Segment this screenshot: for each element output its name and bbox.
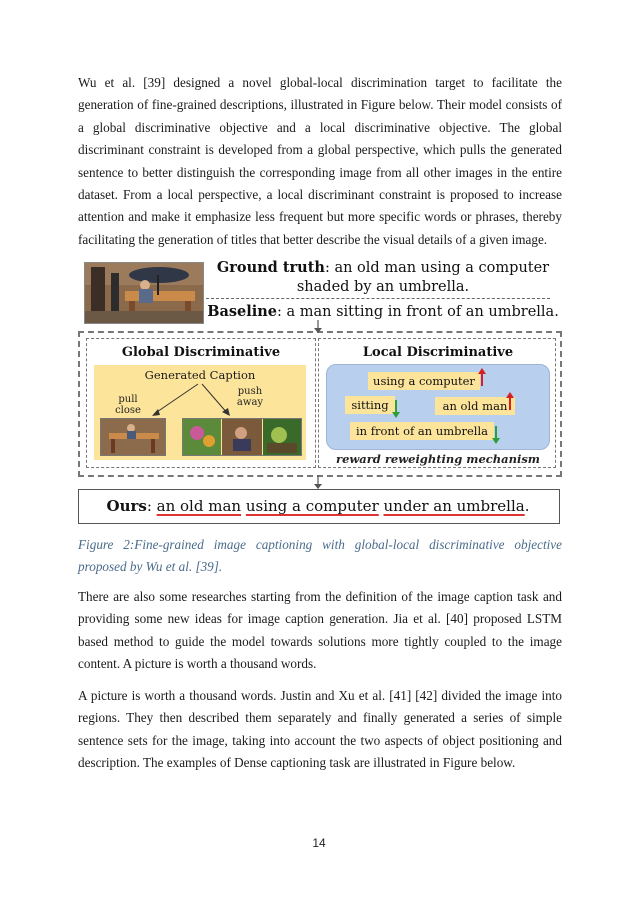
ours-phrase-umbrella: under an umbrella bbox=[383, 497, 525, 515]
word-an-old-man: an old man bbox=[435, 397, 515, 415]
ours-period: . bbox=[524, 497, 530, 515]
pull-arrow-icon bbox=[154, 384, 198, 414]
figure-global-local bbox=[78, 258, 562, 526]
baseline-text: : a man sitting in front of an umbrella. bbox=[277, 304, 559, 320]
pull-close-label: pull close bbox=[115, 394, 141, 416]
word-sitting: sitting bbox=[345, 396, 395, 414]
push-arrow-icon bbox=[202, 384, 228, 414]
paragraph-intro: Wu et al. [39] designed a novel global-local discrimination target to facilitate the generation of fine-grained descriptions, illustrated in Figure below. Their model consists of a global discriminative objective and a local discriminative objective. The global discriminant constraint is developed from a global perspective, which pulls the generated sentence to better distinguish the corresponding image from all other images in the entire dataset. From a local perspective, a local discriminant constraint is proposed to increase attention and make it emphasize less frequent but more specific words or phrases, thereby facilitating the generation of titles that better describe the visual details of a given image. bbox=[78, 75, 562, 247]
figure-arrows bbox=[78, 258, 562, 526]
push-away-label: push away bbox=[236, 386, 264, 408]
reward-reweighting-label: reward reweighting mechanism bbox=[336, 452, 540, 466]
arrow-head-bottom-icon bbox=[314, 484, 322, 489]
paragraph-researches: There are also some researches starting from the definition of the image caption task and providing some new ideas for image caption generation. Jia et al. [40] proposed LSTM based method to guide the model towards solutions more tightly coupled to the image content. A picture is worth a thousand words. bbox=[78, 589, 562, 672]
ground-truth-label: Ground truth bbox=[216, 259, 325, 276]
baseline-label: Baseline bbox=[207, 303, 278, 320]
ours-label: Ours bbox=[106, 497, 147, 515]
word-using-a-computer: using a computer bbox=[368, 372, 480, 390]
ground-truth-text: : an old man using a computer shaded by an umbrella. bbox=[296, 260, 550, 295]
paragraph-dense-captioning: A picture is worth a thousand words. Justin and Xu et al. [41] [42] divided the image into regions. They then described them separately and finally generated a series of simple sentence sets for the image, taking into account the two aspects of object positioning and description. The examples of Dense captioning task are illustrated in Figure below. bbox=[78, 688, 562, 771]
generated-caption-label: Generated Caption bbox=[144, 368, 256, 382]
word-in-front-of-an-umbrella: in front of an umbrella bbox=[350, 422, 494, 440]
page-number: 14 bbox=[312, 836, 326, 850]
local-discriminative-title: Local Discriminative bbox=[362, 345, 514, 360]
figure-caption: Figure 2:Fine-grained image captioning with global-local discriminative objective proposed by Wu et al. [39]. bbox=[78, 537, 562, 575]
arrow-head-top-icon bbox=[314, 328, 322, 333]
ours-phrase-computer: using a computer bbox=[245, 497, 379, 515]
ours-sep: : bbox=[146, 497, 157, 515]
global-discriminative-title: Global Discriminative bbox=[121, 345, 281, 360]
ours-phrase-old-man: an old man bbox=[156, 497, 242, 515]
